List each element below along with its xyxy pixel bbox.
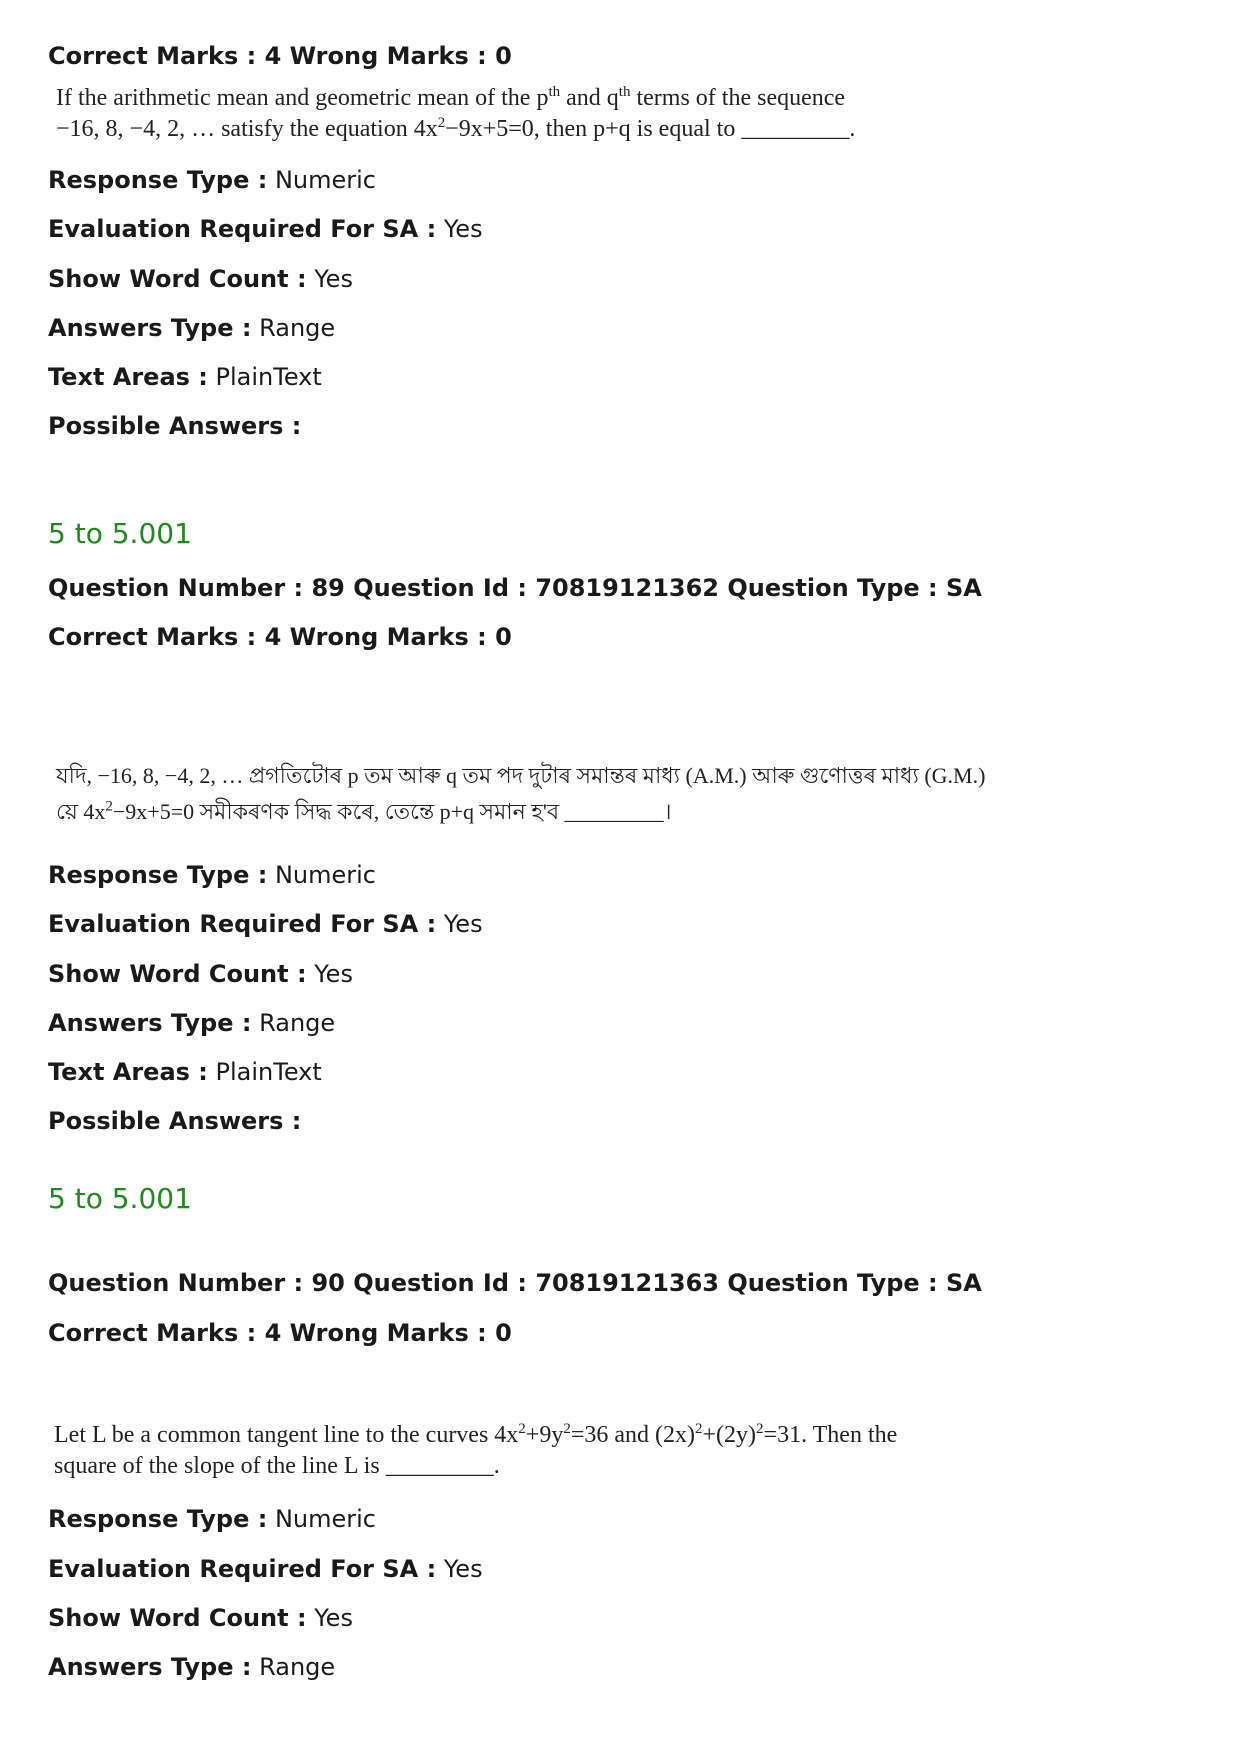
- q90-marks: Correct Marks : 4 Wrong Marks : 0: [48, 1319, 512, 1347]
- q90-evaluation: Evaluation Required For SA : Yes: [48, 1555, 483, 1583]
- q88-response-type: Response Type : Numeric: [48, 166, 376, 194]
- q88-marks: Correct Marks : 4 Wrong Marks : 0: [48, 42, 512, 70]
- q90-question-line-1: Let L be a common tangent line to the curves $4x^2+9y^2=36$ and $(2x)^2+(2y)^2=31$. Then the: [54, 1421, 898, 1448]
- q90-response-type: Response Type : Numeric: [48, 1505, 376, 1533]
- q89-question-text: [56, 758, 985, 830]
- q89-question-line-1: যদি, −16, 8, −4, 2, … প্ৰগতিটোৰ p তম আৰু q তম পদ দুটাৰ সমান্তৰ মাধ্য (A.M.) আৰু গুণোত্তৰ মাধ্য (G.M.): [56, 763, 986, 788]
- q89-header: Question Number : 89 Question Id : 70819121362 Question Type : SA: [48, 574, 982, 602]
- q89-marks: Correct Marks : 4 Wrong Marks : 0: [48, 623, 512, 651]
- q88-question-line-1: If the arithmetic mean and geometric mean of the $p^{th}$ and $q^{th}$ terms of the sequence: [56, 84, 846, 111]
- q88-text-areas: Text Areas : PlainText: [48, 363, 322, 391]
- q90-answers-type: Answers Type : Range: [48, 1653, 336, 1681]
- q88-answer: 5 to 5.001: [48, 517, 192, 550]
- q88-question-text: [56, 83, 855, 145]
- q88-word-count: Show Word Count : Yes: [48, 265, 353, 293]
- q90-question-line-2: square of the slope of the line L is _________.: [54, 1453, 500, 1479]
- q89-possible-answers-label: Possible Answers :: [48, 1107, 302, 1135]
- q90-word-count: Show Word Count : Yes: [48, 1604, 353, 1632]
- q88-question-line-2: −16, 8, −4, 2, … satisfy the equation $4x^2-9x+5=0$, then p+q is equal to _________.: [56, 115, 856, 142]
- q89-question-line-2: য়ে $4x^2-9x+5=0$ সমীকৰণক সিদ্ধ কৰে, তেন্তে p+q সমান হ'ব _________।: [56, 798, 672, 824]
- q89-answers-type: Answers Type : Range: [48, 1009, 336, 1037]
- q89-answer: 5 to 5.001: [48, 1182, 192, 1215]
- q89-text-areas: Text Areas : PlainText: [48, 1058, 322, 1086]
- q88-possible-answers-label: Possible Answers :: [48, 412, 302, 440]
- q90-header: Question Number : 90 Question Id : 70819121363 Question Type : SA: [48, 1269, 982, 1297]
- q90-question-text: [54, 1420, 897, 1482]
- q89-word-count: Show Word Count : Yes: [48, 960, 353, 988]
- q89-response-type: Response Type : Numeric: [48, 861, 376, 889]
- q88-answers-type: Answers Type : Range: [48, 314, 336, 342]
- q89-evaluation: Evaluation Required For SA : Yes: [48, 910, 483, 938]
- q88-evaluation: Evaluation Required For SA : Yes: [48, 215, 483, 243]
